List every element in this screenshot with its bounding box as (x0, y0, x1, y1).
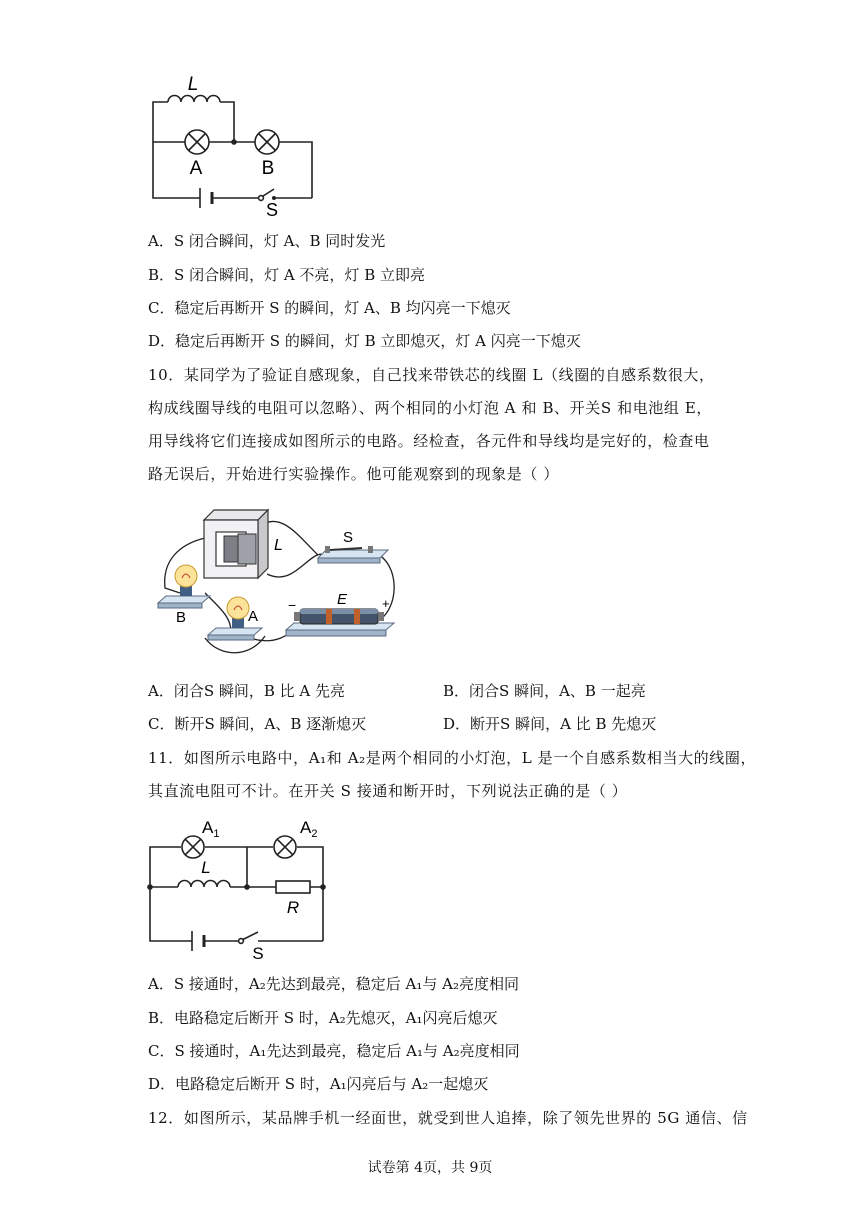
battery-label: E (337, 591, 348, 608)
switch-symbol (259, 189, 274, 200)
lamp-a2-symbol (274, 836, 296, 858)
bulb-a-label: A (248, 608, 259, 625)
plus-sign: + (382, 596, 390, 611)
q11-option-d[interactable]: D．电路稳定后断开 S 时，A₁闪亮后与 A₂一起熄灭 (148, 1075, 489, 1093)
switch-symbol (239, 932, 258, 943)
q10-stem: 10．某同学为了验证自感现象，自己找来带铁芯的线圈 L（线圈的自感系数很大，构成线圈导线的电阻可以忽略）、两个相同的小灯泡 A 和 B、开关S 和电池组 E，用导线将它们连接成如图所示的电路。经检查，各元件和导线均是完好的，检查电路无误后，开始进行实验操作。他可能观察到的现象是（ ） (148, 366, 715, 483)
coil-label: L (201, 858, 211, 877)
battery-symbol (200, 188, 212, 208)
lamp-a1-label: $A_1$ (202, 818, 220, 840)
iron-core-coil (204, 510, 268, 578)
lamp-b-symbol (255, 130, 279, 154)
battery-symbol (192, 931, 204, 951)
q12-stem-line-1: 12．如图所示，某品牌手机一经面世，就受到世人追捧，除了领先世界的 5G 通信、信 (148, 1109, 748, 1127)
q9-option-b[interactable]: B．S 闭合瞬间，灯 A 不亮，灯 B 立即亮 (148, 266, 425, 284)
q10-option-a[interactable]: A．闭合S 瞬间，B 比 A 先亮 (148, 682, 346, 700)
switch-label: S (252, 944, 264, 963)
q11-stem-line-1: 11．如图所示电路中，A₁和 A₂是两个相同的小灯泡，L 是一个自感系数相当大的线圈， (148, 749, 757, 767)
resistor-symbol (276, 881, 310, 893)
q10-experiment-illustration (150, 508, 400, 658)
q10-option-d[interactable]: D．断开S 瞬间，A 比 B 先熄灭 (443, 715, 657, 733)
q10-option-c[interactable]: C．断开S 瞬间，A、B 逐渐熄灭 (148, 715, 367, 733)
q9-option-c[interactable]: C．稳定后再断开 S 的瞬间，灯 A、B 均闪亮一下熄灭 (148, 299, 511, 317)
lamp-a2-label: $A_2$ (300, 818, 318, 840)
lamp-a-label: A (189, 158, 203, 179)
lamp-b-label: B (261, 158, 275, 179)
q10-option-b[interactable]: B．闭合S 瞬间，A、B 一起亮 (443, 682, 646, 700)
q9-option-a[interactable]: A．S 闭合瞬间，灯 A、B 同时发光 (148, 232, 386, 250)
bulb-b-label: B (176, 609, 187, 626)
q9-circuit-diagram (140, 62, 340, 222)
q11-option-c[interactable]: C．S 接通时，A₁先达到最亮，稳定后 A₁与 A₂亮度相同 (148, 1042, 520, 1060)
switch-label: S (343, 529, 354, 546)
lamp-a1-symbol (182, 836, 204, 858)
coil-label: L (274, 537, 283, 554)
switch-board (318, 546, 388, 563)
lamp-a-symbol (185, 130, 209, 154)
q9-option-d[interactable]: D．稳定后再断开 S 的瞬间，灯 B 立即熄灭，灯 A 闪亮一下熄灭 (148, 332, 581, 350)
q11-option-a[interactable]: A．S 接通时，A₂先达到最亮，稳定后 A₁与 A₂亮度相同 (148, 975, 519, 993)
battery-pack (286, 609, 394, 636)
coil-label: L (187, 74, 199, 95)
minus-sign: − (288, 597, 297, 613)
resistor-label: R (286, 898, 300, 917)
page-footer: 试卷第 4页，共 9页 (367, 1160, 493, 1176)
q11-circuit-diagram (140, 815, 340, 965)
q11-stem-line-2: 其直流电阻可不计。在开关 S 接通和断开时，下列说法正确的是（ ） (148, 782, 628, 800)
q11-option-b[interactable]: B．电路稳定后断开 S 时，A₂先熄灭，A₁闪亮后熄灭 (148, 1009, 498, 1027)
switch-label: S (265, 200, 279, 220)
